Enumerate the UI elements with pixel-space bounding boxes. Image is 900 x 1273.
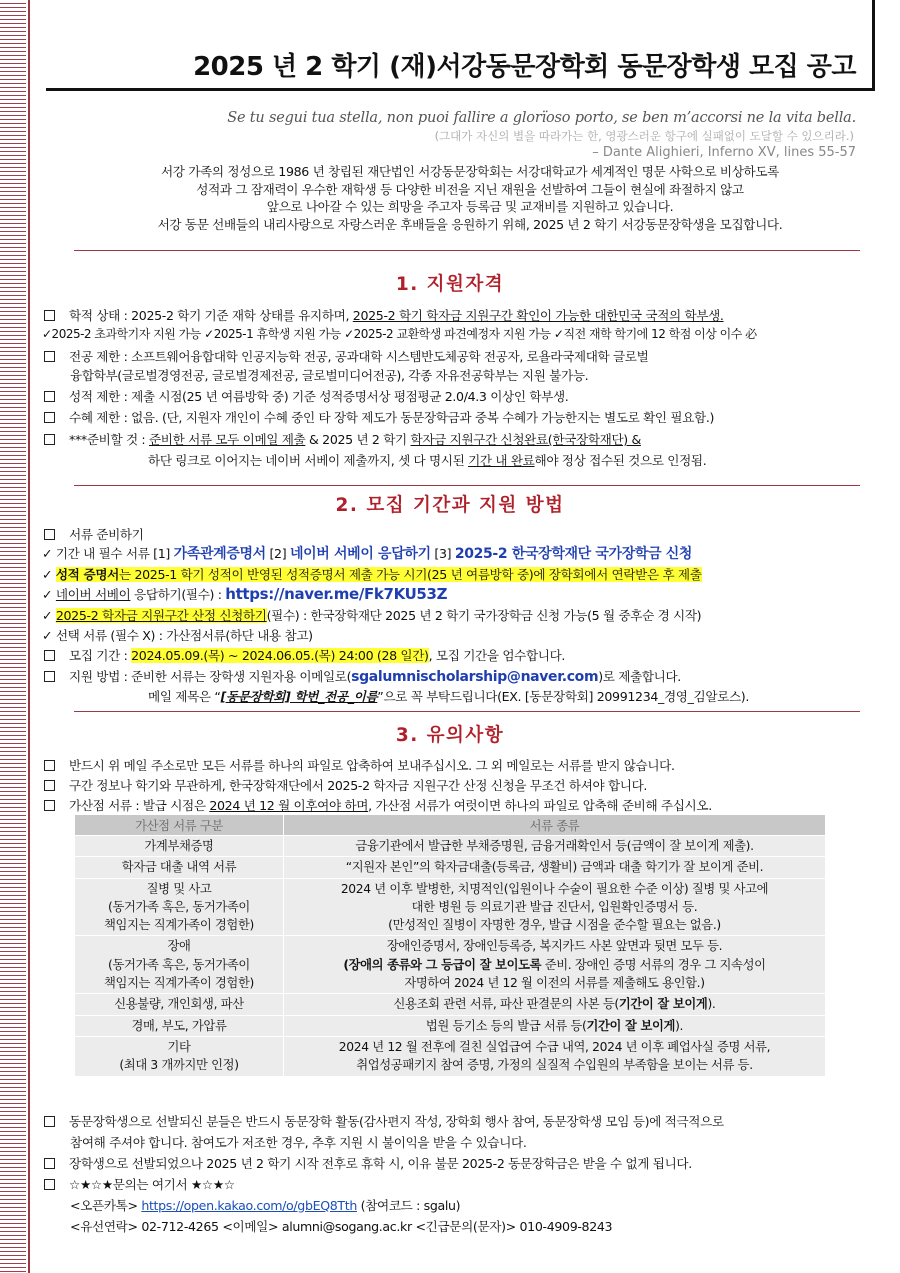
kakao-open-chat-link[interactable]: https://open.kakao.com/o/gbEQ8Tth	[141, 1198, 357, 1213]
table-row	[75, 1015, 826, 1036]
cell-line: 2024 년 12 월 전후에 걸친 실업급여 수급 내역, 2024 년 이후 폐업사실 증명 서류,	[338, 1039, 771, 1054]
prep-text: & 2025 년 2 학기	[305, 432, 411, 447]
prep-text: ***준비할 것 :	[69, 432, 149, 447]
note-2	[44, 775, 647, 794]
item-academic-status	[44, 305, 724, 324]
item-major-limit	[44, 346, 648, 365]
prep-text-underlined: 준비한 서류 모두 이메일 제출	[148, 432, 306, 447]
item-loan-application	[42, 605, 701, 624]
table-row	[75, 994, 826, 1015]
table-cell: 금융기관에서 발급한 부채증명원, 금융거래확인서 등(금액이 잘 보이게 제출).	[284, 836, 826, 857]
item-docs-title	[44, 524, 144, 543]
checkbox-icon	[44, 1116, 55, 1127]
table-cell: 경매, 부도, 가압류	[75, 1015, 284, 1036]
cell-line: (만성적인 질병이 자명한 경우, 발급 시점을 준수할 필요는 없음.)	[388, 918, 721, 933]
table-cell	[284, 1015, 826, 1036]
checkbox-icon	[44, 310, 55, 321]
cell-line	[288, 956, 821, 974]
prep-text-underlined: 학자금 지원구간 신청완료(한국장학재단) &	[410, 432, 641, 447]
checkbox-icon	[44, 780, 55, 791]
item-preparation-cont	[148, 450, 706, 469]
item-required-docs	[42, 543, 692, 563]
method-text: )로 제출합니다.	[598, 669, 681, 684]
contact-kakao	[70, 1195, 460, 1214]
table-cell: “지원자 본인”의 학자금대출(등록금, 생활비) 금액과 대출 학기가 잘 보이게 준비.	[284, 857, 826, 878]
cell-line: 책임지는 직계가족이 경험한)	[104, 976, 254, 991]
method-text: ”으로 꼭 부탁드립니다(EX. [동문장학회] 20991234_경영_김알로스).	[377, 689, 750, 704]
item-transcript	[42, 564, 702, 583]
table-row	[75, 878, 826, 936]
item-method	[44, 666, 681, 685]
method-text: 메일 제목은 “	[148, 689, 221, 704]
status-text-underlined: 2025-2 학기 학자금 지원구간 확인이 가능한 대한민국 국적의 학부생.	[352, 308, 724, 323]
intro-paragraph	[80, 163, 860, 233]
loan-label: 2025-2 학자금 지원구간 산정 신청하기	[55, 608, 267, 623]
note-text: , 가산점 서류가 여럿이면 하나의 파일로 압축해 준비해 주십시오.	[368, 798, 712, 813]
loan-text: (필수) : 한국장학재단 2025 년 2 학기 국가장학금 신청 가능(5 월 중후순 경 시작)	[266, 608, 702, 623]
required-sep: [2]	[265, 546, 290, 561]
checkbox-icon	[44, 412, 55, 423]
item-survey	[42, 584, 447, 603]
note-3	[44, 795, 712, 814]
prep-text: 하단 링크로 이어지는 네이버 서베이 제출까지, 셋 다 명시된	[148, 453, 469, 468]
bonus-docs-table	[74, 814, 826, 1077]
checkbox-icon	[44, 434, 55, 445]
contact-title	[44, 1174, 235, 1193]
table-cell	[284, 936, 826, 994]
title-frame	[46, 0, 875, 91]
note-1	[44, 755, 675, 774]
checkbox-icon	[44, 760, 55, 771]
cell-line: 대한 병원 등 의료기관 발급 진단서, 입원확인증명서 등.	[411, 899, 698, 914]
cell-bold: 기간이 잘 보이게	[618, 997, 708, 1012]
after-note-text: 장학생으로 선발되었으나 2025 년 2 학기 시작 전후로 휴학 시, 이유 불문 2025-2 동문장학금은 받을 수 없게 됩니다.	[69, 1156, 692, 1171]
section-1-heading: 1. 지원자격	[395, 274, 505, 295]
table-row	[75, 936, 826, 994]
required-doc-2: 네이버 서베이 응답하기	[289, 546, 431, 562]
survey-link[interactable]: https://naver.me/Fk7KU53Z	[225, 585, 448, 603]
cell-line: 취업성공패키지 참여 증명, 가정의 실질적 수입원의 부족함을 보이는 서류 등.	[356, 1058, 753, 1073]
period-value: 2024.05.09.(목) ~ 2024.06.05.(목) 24:00 (28 일간)	[131, 648, 429, 663]
cell-line: 자명하여 2024 년 12 월 이전의 서류를 제출해도 용인함.)	[404, 976, 705, 991]
check-mark-icon: ✓	[42, 567, 56, 582]
cell-line: 질병 및 사고	[146, 881, 212, 896]
kakao-label: <오픈카톡>	[70, 1198, 142, 1213]
transcript-label: 성적 증명서	[55, 567, 119, 582]
table-cell	[284, 994, 826, 1015]
item-benefit-limit	[44, 407, 714, 426]
cell-line: 2024 년 이후 발병한, 치명적인(입원이나 수술이 필요한 수준 이상) 질병 및 사고에	[340, 881, 769, 896]
section-3-heading: 3. 유의사항	[395, 725, 505, 746]
item-period	[44, 645, 565, 664]
application-email-link[interactable]: sgalumnischolarship@naver.com	[351, 669, 599, 685]
grade-limit-text: 성적 제한 : 제출 시점(25 년 여름방학 중) 기준 성적증명서상 평점평균 2.0/4.3 이상인 학부생.	[69, 389, 569, 404]
table-cell	[75, 1036, 284, 1076]
table-row	[75, 836, 826, 857]
section-2-heading: 2. 모집 기간과 지원 방법	[335, 495, 565, 516]
checkbox-icon	[44, 391, 55, 402]
survey-label: 네이버 서베이	[55, 587, 131, 602]
checkbox-icon	[44, 351, 55, 362]
table-cell	[284, 1036, 826, 1076]
period-label: 모집 기간 :	[69, 648, 132, 663]
cell-line: 책임지는 직계가족이 경험한)	[104, 918, 254, 933]
cell-line: (최대 3 개까지만 인정)	[119, 1058, 239, 1073]
left-border-line	[28, 0, 30, 1273]
mail-subject-format: [동문장학회] 학번_전공_이름	[220, 689, 378, 704]
required-doc-3: 2025-2 한국장학재단 국가장학금 신청	[454, 546, 693, 562]
table-cell: 가계부채증명	[75, 836, 284, 857]
docs-title-text: 서류 준비하기	[69, 527, 144, 542]
table-cell	[284, 878, 826, 936]
page-title: 2025 년 2 학기 (재)서강동문장학회 동문장학생 모집 공고	[193, 52, 856, 82]
contact-title-text: ☆★☆★문의는 여기서 ★☆★☆	[69, 1177, 235, 1192]
intro-line: 서강 동문 선배들의 내리사랑으로 자랑스러운 후배들을 응원하기 위해, 2025 년 2 학기 서강동문장학생을 모집합니다.	[157, 216, 783, 232]
table-header-category: 가산점 서류 구분	[75, 815, 284, 836]
table-cell	[75, 936, 284, 994]
section-divider	[74, 711, 860, 712]
kakao-code: (참여코드 : sgalu)	[357, 1198, 461, 1213]
table-cell: 학자금 대출 내역 서류	[75, 857, 284, 878]
checkbox-icon	[44, 1158, 55, 1169]
intro-line: 성적과 그 잠재력이 우수한 재학생 등 다양한 비전을 지닌 재원을 선발하여 그들이 현실에 좌절하지 않고	[196, 181, 744, 197]
period-text: , 모집 기간을 엄수합니다.	[428, 648, 566, 663]
checkbox-icon	[44, 800, 55, 811]
intro-line: 앞으로 나아갈 수 있는 희망을 주고자 등록금 및 교재비를 지원하고 있습니다.	[266, 199, 674, 215]
table-cell: 신용불량, 개인회생, 파산	[75, 994, 284, 1015]
table-row	[75, 857, 826, 878]
checkbox-icon	[44, 529, 55, 540]
cell-text: ).	[675, 1018, 684, 1033]
required-sep: [3]	[430, 546, 455, 561]
major-limit-text: 전공 제한 : 소프트웨어융합대학 인공지능학 전공, 공과대학 시스템반도체공학 전공자, 로욜라국제대학 글로벌	[69, 349, 649, 364]
item-optional-docs: ✓ 선택 서류 (필수 X) : 가산점서류(하단 내용 참고)	[42, 628, 313, 643]
section-divider	[74, 485, 860, 486]
cell-text: ).	[707, 997, 716, 1012]
section-divider	[74, 250, 860, 251]
cell-line: (동거가족 혹은, 동거가족이	[108, 899, 250, 914]
cell-text: 법원 등기소 등의 발급 서류 등(	[425, 1018, 587, 1033]
required-label: ✓ 기간 내 필수 서류 [1]	[42, 546, 174, 561]
note-text: 구간 정보나 학기와 무관하게, 한국장학재단에서 2025-2 학자금 지원구간 산정 신청을 무조건 하셔야 합니다.	[69, 778, 648, 793]
item-major-limit-cont: 융합학부(글로벌경영전공, 글로벌경제전공, 글로벌미디어전공), 각종 자유전공학부는 지원 불가능.	[70, 368, 589, 383]
item-checks: ✓2025-2 초과학기자 지원 가능 ✓2025-1 휴학생 지원 가능 ✓2025-2 교환학생 파견예정자 지원 가능 ✓직전 재학 학기에 12 학점 이상 이수 必	[42, 327, 757, 341]
benefit-limit-text: 수혜 제한 : 없음. (단, 지원자 개인이 수혜 중인 타 장학 제도가 동문장학금과 중복 수혜가 가능한지는 별도로 확인 필요함.)	[69, 410, 715, 425]
note-text: 가산점 서류 : 발급 시점은	[69, 798, 210, 813]
after-note-1	[44, 1111, 724, 1130]
check-mark-icon: ✓	[42, 587, 56, 602]
after-note-2	[44, 1153, 692, 1172]
check-mark-icon: ✓	[42, 608, 56, 623]
checkbox-icon	[44, 671, 55, 682]
cell-line: (동거가족 혹은, 동거가족이	[108, 957, 250, 972]
cell-text: 준비. 장애인 증명 서류의 경우 그 지속성이	[541, 957, 766, 972]
cell-line: 장애인증명서, 장애인등록증, 복지카드 사본 앞면과 뒷면 모두 등.	[386, 939, 723, 954]
after-note-text: 동문장학생으로 선발되신 분들은 반드시 동문장학 활동(감사편지 작성, 장학회 행사 참여, 동문장학생 모임 등)에 적극적으로	[69, 1114, 724, 1129]
item-method-cont	[148, 686, 749, 705]
intro-line: 서강 가족의 정성으로 1986 년 창립된 재단법인 서강동문장학회는 서강대학교가 세계적인 명문 사학으로 비상하도록	[160, 164, 779, 179]
quote-source: – Dante Alighieri, Inferno XV, lines 55-57	[592, 145, 856, 160]
quote-translation: (그대가 자신의 별을 따라가는 한, 영광스러운 항구에 실패없이 도달할 수 있으리라.)	[434, 129, 854, 143]
table-cell	[75, 878, 284, 936]
survey-text: 응답하기(필수) :	[130, 587, 226, 602]
status-text: 학적 상태 : 2025-2 학기 기준 재학 상태를 유지하며,	[69, 308, 353, 323]
quote-text: Se tu segui tua stella, non puoi fallire a glorïoso porto, se ben m’accorsi ne la vita bella.	[227, 110, 856, 126]
checkbox-icon	[44, 1179, 55, 1190]
cell-text: 신용조회 관련 서류, 파산 판결문의 사본 등(	[393, 997, 619, 1012]
contact-info: <유선연락> 02-712-4265 <이메일> alumni@sogang.ac.kr <긴급문의(문자)> 010-4909-8243	[70, 1219, 613, 1234]
transcript-text: 는 2025-1 학기 성적이 반영된 성적증명서 제출 가능 시기(25 년 여름방학 중)에 장학회에서 연락받은 후 제출	[118, 567, 702, 582]
item-preparation	[44, 429, 641, 448]
after-note-1-cont: 참여해 주셔야 합니다. 참여도가 저조한 경우, 추후 지원 시 불이익을 받을 수 있습니다.	[70, 1135, 527, 1150]
cell-bold: (장애의 종류와 그 등급이 잘 보이도록	[343, 957, 542, 972]
method-text: 지원 방법 : 준비한 서류는 장학생 지원자용 이메일로(	[69, 669, 352, 684]
note-text-underlined: 2024 년 12 월 이후여야 하며	[209, 798, 369, 813]
note-text: 반드시 위 메일 주소로만 모든 서류를 하나의 파일로 압축하여 보내주십시오. 그 외 메일로는 서류를 받지 않습니다.	[69, 758, 675, 773]
cell-line: 장애	[167, 939, 191, 954]
table-header-docs: 서류 종류	[284, 815, 826, 836]
item-grade-limit	[44, 386, 568, 405]
cell-line: 기타	[167, 1039, 191, 1054]
table-header-row	[75, 815, 826, 836]
left-stripe-decoration	[0, 0, 26, 1273]
checkbox-icon	[44, 650, 55, 661]
prep-text: 해야 정상 접수된 것으로 인정됨.	[534, 453, 707, 468]
cell-bold: 기간이 잘 보이게	[586, 1018, 676, 1033]
table-row	[75, 1036, 826, 1076]
required-doc-1: 가족관계증명서	[173, 546, 266, 562]
prep-text-underlined: 기간 내 완료	[468, 453, 535, 468]
